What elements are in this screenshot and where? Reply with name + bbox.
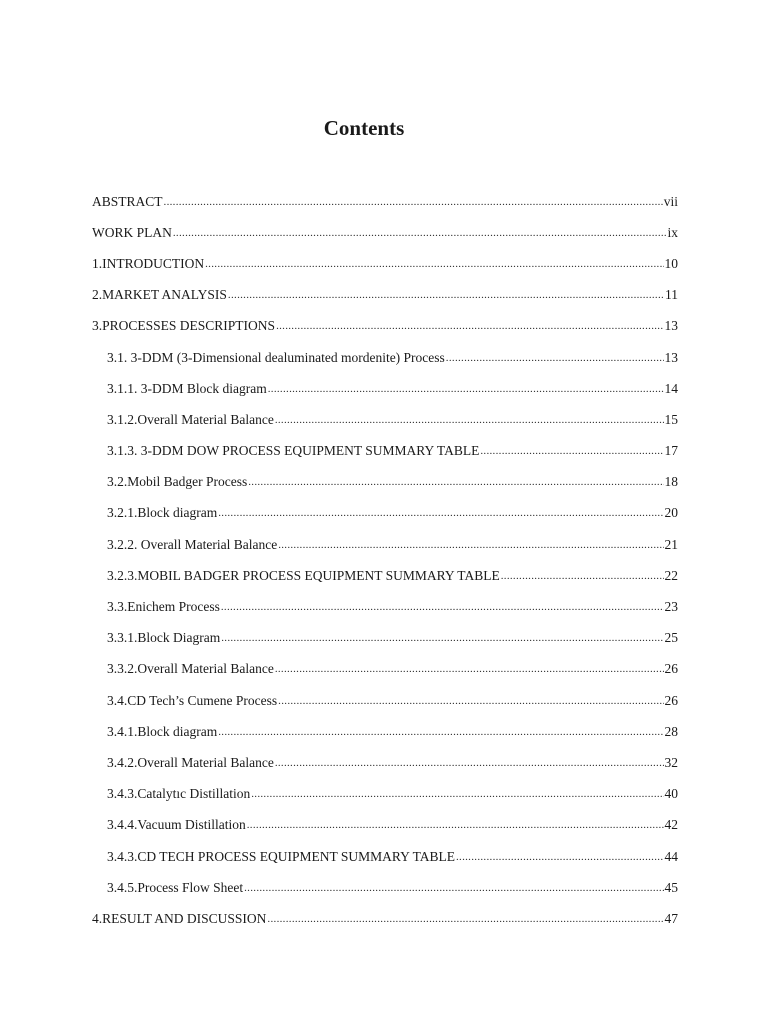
- toc-entry-page: 45: [664, 879, 678, 895]
- dot-leader: [456, 849, 664, 865]
- dot-leader: [218, 505, 663, 521]
- dot-leader: [446, 350, 664, 366]
- dot-leader: [501, 568, 664, 584]
- toc-entry-page: 26: [664, 692, 678, 708]
- toc-entry-work-plan[interactable]: [92, 217, 678, 248]
- toc-entry-3-4-2[interactable]: [92, 747, 678, 778]
- toc-entry-page: 42: [664, 817, 678, 833]
- toc-entry-label: 3.2.2. Overall Material Balance: [107, 536, 278, 552]
- dot-leader: [267, 911, 663, 927]
- toc-entry-page: 44: [664, 848, 678, 864]
- toc-entry-3-2-3[interactable]: [92, 560, 678, 591]
- dot-leader: [248, 474, 663, 490]
- toc-entry-label: 4.RESULT AND DISCUSSION: [92, 910, 267, 926]
- toc-entry-label: 3.1. 3-DDM (3-Dimensional dealuminated mordenite) Process: [107, 349, 445, 365]
- dot-leader: [221, 630, 663, 646]
- toc-entry-label: 3.4.2.Overall Material Balance: [107, 754, 274, 770]
- toc-entry-label: 3.1.1. 3-DDM Block diagram: [107, 380, 267, 396]
- toc-entry-label: 3.2.1.Block diagram: [107, 505, 218, 521]
- toc-entry-3-4-3-catalytic[interactable]: [92, 779, 678, 810]
- toc-entry-label: 3.3.1.Block Diagram: [107, 630, 221, 646]
- toc-entry-page: 26: [664, 661, 678, 677]
- toc-entry-3-4-3-equipment[interactable]: [92, 841, 678, 872]
- toc-entry-3-4[interactable]: [92, 685, 678, 716]
- toc-entry-page: ix: [667, 224, 678, 240]
- dot-leader: [278, 537, 663, 553]
- toc-entry-label: 3.3.Enichem Process: [107, 599, 220, 615]
- toc-entry-3-4-4[interactable]: [92, 810, 678, 841]
- toc-entry-label: 3.3.2.Overall Material Balance: [107, 661, 274, 677]
- dot-leader: [278, 693, 663, 709]
- toc-entry-page: 13: [664, 349, 678, 365]
- toc-entry-page: 11: [665, 287, 678, 303]
- toc-entry-label: 3.4.5.Process Flow Sheet: [107, 879, 244, 895]
- dot-leader: [173, 225, 667, 241]
- toc-entry-page: 23: [664, 599, 678, 615]
- dot-leader: [480, 443, 663, 459]
- toc-entry-introduction[interactable]: [92, 248, 678, 279]
- toc-entry-page: 15: [664, 411, 678, 427]
- toc-entry-label: ABSTRACT: [92, 193, 163, 209]
- toc-entry-3-3[interactable]: [92, 591, 678, 622]
- toc-entry-page: 18: [664, 474, 678, 490]
- table-of-contents: [92, 186, 678, 935]
- dot-leader: [205, 256, 663, 272]
- toc-entry-3-1[interactable]: [92, 342, 678, 373]
- toc-entry-page: 22: [664, 567, 678, 583]
- dot-leader: [164, 194, 663, 210]
- toc-entry-3-1-2[interactable]: [92, 404, 678, 435]
- toc-entry-label: 3.4.3.CD TECH PROCESS EQUIPMENT SUMMARY TABLE: [107, 848, 455, 864]
- toc-entry-3-4-1[interactable]: [92, 716, 678, 747]
- dot-leader: [275, 412, 664, 428]
- dot-leader: [268, 381, 664, 397]
- toc-entry-page: 32: [664, 754, 678, 770]
- dot-leader: [228, 287, 664, 303]
- dot-leader: [275, 661, 664, 677]
- toc-entry-label: WORK PLAN: [92, 224, 172, 240]
- dot-leader: [247, 817, 664, 833]
- toc-entry-page: vii: [663, 193, 678, 209]
- toc-entry-label: 3.4.4.Vacuum Distillation: [107, 817, 246, 833]
- toc-entry-page: 14: [664, 380, 678, 396]
- toc-entry-label: 3.2.Mobil Badger Process: [107, 474, 248, 490]
- dot-leader: [244, 880, 663, 896]
- toc-entry-label: 3.1.3. 3-DDM DOW PROCESS EQUIPMENT SUMMARY TABLE: [107, 443, 480, 459]
- toc-entry-3-3-1[interactable]: [92, 623, 678, 654]
- dot-leader: [275, 755, 664, 771]
- toc-entry-3-4-5[interactable]: [92, 872, 678, 903]
- toc-entry-page: 10: [664, 255, 678, 271]
- toc-entry-3-1-1[interactable]: [92, 373, 678, 404]
- toc-entry-page: 40: [664, 786, 678, 802]
- toc-entry-label: 3.4.1.Block diagram: [107, 723, 218, 739]
- toc-entry-3-2[interactable]: [92, 467, 678, 498]
- toc-entry-page: 20: [664, 505, 678, 521]
- toc-entry-label: 2.MARKET ANALYSIS: [92, 287, 227, 303]
- dot-leader: [221, 599, 664, 615]
- toc-entry-page: 21: [664, 536, 678, 552]
- toc-entry-3-2-2[interactable]: [92, 529, 678, 560]
- toc-entry-3-2-1[interactable]: [92, 498, 678, 529]
- toc-entry-3-1-3[interactable]: [92, 436, 678, 467]
- toc-entry-label: 3.4.CD Tech’s Cumene Process: [107, 692, 278, 708]
- dot-leader: [251, 786, 663, 802]
- toc-entry-abstract[interactable]: [92, 186, 678, 217]
- toc-entry-label: 3.2.3.MOBIL BADGER PROCESS EQUIPMENT SUMMARY TABLE: [107, 567, 500, 583]
- toc-entry-label: 3.1.2.Overall Material Balance: [107, 411, 274, 427]
- toc-entry-page: 28: [664, 723, 678, 739]
- toc-entry-result-and-discussion[interactable]: [92, 903, 678, 934]
- toc-entry-label: 1.INTRODUCTION: [92, 255, 205, 271]
- toc-entry-page: 25: [664, 630, 678, 646]
- toc-entry-label: 3.4.3.Catalytıc Distillation: [107, 786, 251, 802]
- dot-leader: [218, 724, 663, 740]
- toc-entry-page: 47: [664, 910, 678, 926]
- toc-entry-market-analysis[interactable]: [92, 280, 678, 311]
- dot-leader: [276, 318, 663, 334]
- toc-entry-label: 3.PROCESSES DESCRIPTIONS: [92, 318, 276, 334]
- page-title: Contents: [323, 116, 405, 140]
- toc-entry-processes-descriptions[interactable]: [92, 311, 678, 342]
- toc-entry-3-3-2[interactable]: [92, 654, 678, 685]
- toc-entry-page: 13: [664, 318, 678, 334]
- toc-entry-page: 17: [664, 443, 678, 459]
